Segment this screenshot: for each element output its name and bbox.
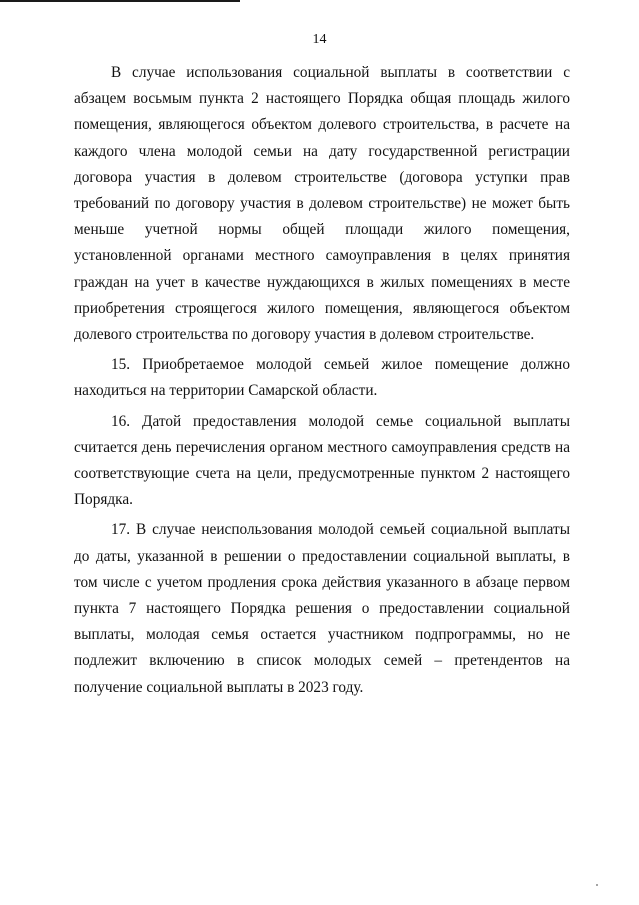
scan-speck (596, 884, 598, 886)
scan-edge-line (0, 0, 240, 2)
paragraph-17: 17. В случае неиспользования молодой семьей социальной выплаты до даты, указанной в решении о предоставлении социальной выплаты, в том числе с учетом продления срока действия указанного в абзаце первом пункта 7 настоящего Порядка решения о предоставлении социальной выплаты, молодая семья остается участником подпрограммы, но не подлежит включению в список молодых семей – претендентов на получение социальной выплаты в 2023 году. (74, 521, 570, 696)
page-number: 14 (312, 32, 327, 47)
paragraph-16: 16. Датой предоставления молодой семье социальной выплаты считается день перечисления органом местного самоуправления средств на соответствующие счета на цели, предусмотренные пунктом 2 настоящего Порядка. (74, 412, 570, 509)
document-body (74, 60, 570, 705)
paragraph-15: 15. Приобретаемое молодой семьей жилое помещение должно находиться на территории Самарской области. (74, 356, 570, 400)
paragraph-intro: В случае использования социальной выплаты в соответствии с абзацем восьмым пункта 2 настоящего Порядка общая площадь жилого помещения, являющегося объектом долевого строительства, в расчете на каждого члена молодой семьи на дату государственной регистрации договора участия в долевом строительстве (договора уступки прав требований по договору участия в долевом строительстве) не может быть меньше учетной нормы общей площади жилого помещения, установленной органами местного самоуправления в целях принятия граждан на учет в качестве нуждающихся в жилых помещениях в месте приобретения строящегося жилого помещения, являющегося объектом долевого строительства по договору участия в долевом строительстве. (74, 64, 570, 344)
